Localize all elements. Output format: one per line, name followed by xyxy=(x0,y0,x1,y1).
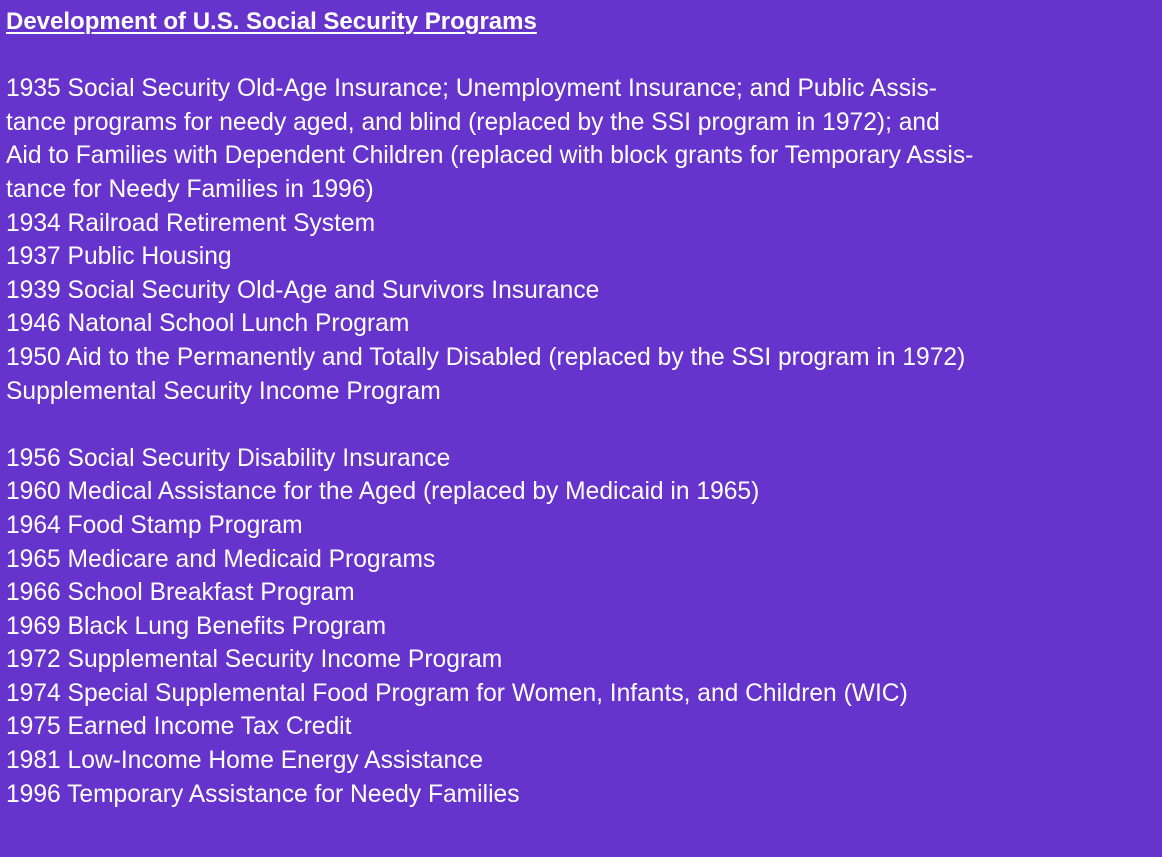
program-line: 1964 Food Stamp Program xyxy=(6,511,303,539)
program-line: 1974 Special Supplemental Food Program for Women, Infants, and Children (WIC) xyxy=(6,679,908,707)
program-line: 1966 School Breakfast Program xyxy=(6,579,355,607)
page-title: Development of U.S. Social Security Programs xyxy=(6,8,537,35)
blank-line xyxy=(6,39,1162,73)
program-line: 1956 Social Security Disability Insurance xyxy=(6,444,451,472)
blank-line xyxy=(6,408,1162,442)
program-line: 1972 Supplemental Security Income Program xyxy=(6,646,503,674)
program-line: 1934 Railroad Retirement System xyxy=(6,209,376,237)
program-line: 1965 Medicare and Medicaid Programs xyxy=(6,545,436,573)
program-line: 1950 Aid to the Permanently and Totally Disabled (replaced by the SSI program in 1972) xyxy=(6,343,966,371)
program-line: 1969 Black Lung Benefits Program xyxy=(6,612,387,640)
program-line: 1996 Temporary Assistance for Needy Families xyxy=(6,780,520,808)
program-line: tance programs for needy aged, and blind (replaced by the SSI program in 1972); and xyxy=(6,108,940,136)
program-line: 1937 Public Housing xyxy=(6,243,232,271)
program-line: 1939 Social Security Old-Age and Survivors Insurance xyxy=(6,276,600,304)
program-line: 1935 Social Security Old-Age Insurance; Unemployment Insurance; and Public Assis- xyxy=(6,75,937,103)
program-line: 1946 Natonal School Lunch Program xyxy=(6,310,410,338)
program-line: Aid to Families with Dependent Children (replaced with block grants for Temporary Assis- xyxy=(6,142,974,170)
program-line: 1975 Earned Income Tax Credit xyxy=(6,713,352,741)
program-timeline-list xyxy=(6,39,1162,812)
program-line: Supplemental Security Income Program xyxy=(6,377,441,405)
program-line: 1960 Medical Assistance for the Aged (replaced by Medicaid in 1965) xyxy=(6,478,760,506)
program-line: tance for Needy Families in 1996) xyxy=(6,175,374,203)
program-line: 1981 Low-Income Home Energy Assistance xyxy=(6,747,484,775)
